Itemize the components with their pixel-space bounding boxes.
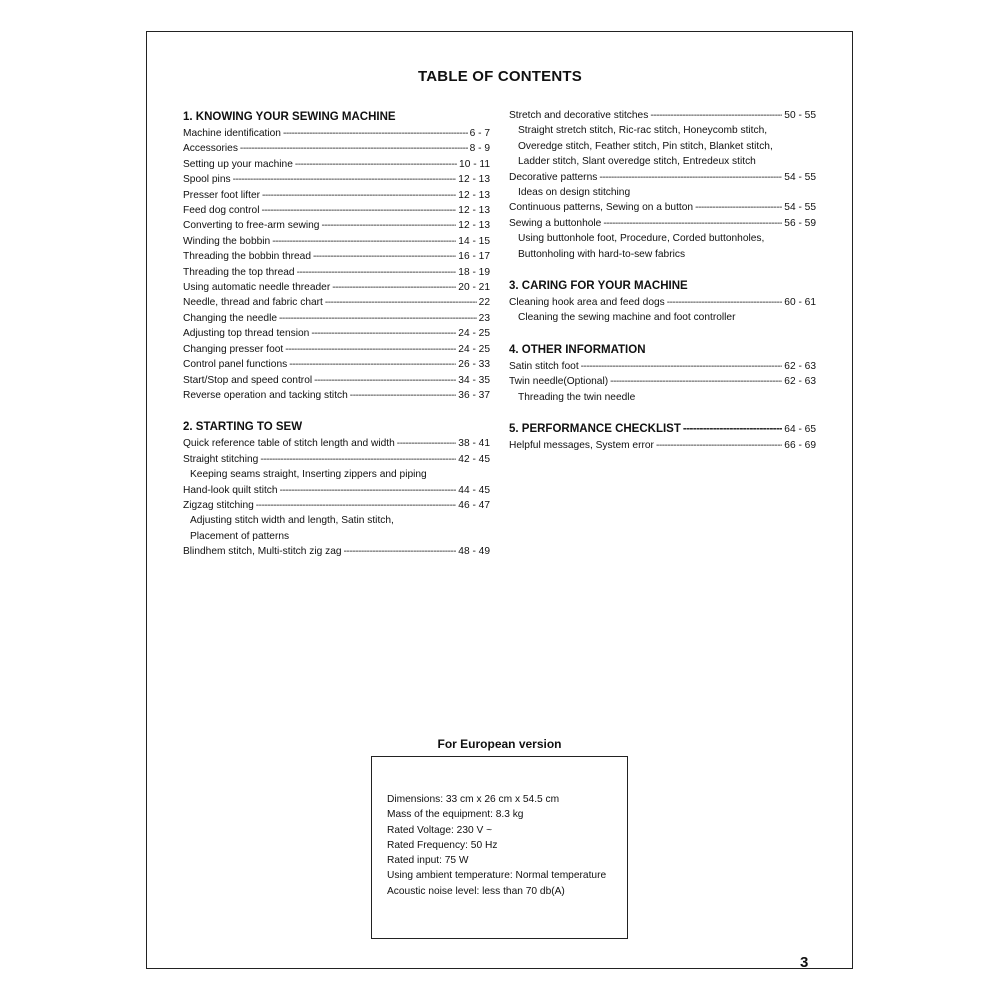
- leader-dots: [260, 452, 456, 467]
- toc-entry-label: Needle, thread and fabric chart: [183, 297, 323, 309]
- toc-entry: [183, 249, 490, 264]
- leader-dots: [283, 126, 468, 141]
- toc-entry: [183, 498, 490, 513]
- toc-subtopics: Using buttonhole foot, Procedure, Corded buttonholes,: [518, 233, 765, 245]
- section-entries: [509, 295, 816, 326]
- toc-entry-label: Twin needle(Optional): [509, 376, 609, 388]
- toc-entry-label: Start/Stop and speed control: [183, 374, 313, 386]
- page-range: 34 - 35: [458, 374, 490, 386]
- toc-subtopics: Cleaning the sewing machine and foot controller: [518, 312, 736, 324]
- section-heading: 2. STARTING TO SEW: [183, 421, 303, 434]
- toc-entry: [183, 203, 490, 218]
- toc-entry: [509, 295, 816, 310]
- page-range: 46 - 47: [458, 499, 490, 511]
- spec-line: Rated Frequency: 50 Hz: [387, 839, 498, 851]
- toc-entry-label: Machine identification: [183, 128, 281, 139]
- toc-entry: [509, 374, 816, 389]
- page-range: 38 - 41: [458, 438, 490, 450]
- toc-entry: [183, 280, 490, 295]
- page-number: 3: [800, 954, 809, 971]
- leader-dots: [313, 249, 456, 264]
- toc-entry: [183, 436, 490, 451]
- section-entries: [183, 126, 490, 403]
- leader-dots: [667, 295, 783, 310]
- page-range: 18 - 19: [458, 266, 490, 278]
- section-heading-row: [509, 421, 816, 438]
- toc-entry-label: Presser foot lifter: [183, 189, 260, 201]
- toc-entry: [183, 141, 490, 156]
- toc-entry-label: Hand-look quilt stitch: [183, 484, 278, 496]
- page-range: 16 - 17: [458, 251, 490, 263]
- section-heading: 3. CARING FOR YOUR MACHINE: [509, 280, 688, 293]
- toc-entry: [183, 234, 490, 249]
- section-entries: [509, 438, 816, 453]
- section-heading: 4. OTHER INFORMATION: [509, 343, 646, 356]
- page-range: 12 - 13: [458, 174, 490, 186]
- leader-dots: [650, 108, 782, 123]
- page-range: 6 - 7: [469, 128, 490, 139]
- page-range: 50 - 55: [784, 110, 816, 121]
- spec-line: Mass of the equipment: 8.3 kg: [387, 809, 524, 821]
- toc-entry: [509, 359, 816, 374]
- page-range: 14 - 15: [458, 235, 490, 247]
- toc-entry: [183, 265, 490, 280]
- leader-dots: [280, 483, 457, 498]
- leader-dots: [289, 357, 456, 372]
- leader-dots: [656, 438, 782, 453]
- toc-entry-label: Stretch and decorative stitches: [509, 110, 649, 121]
- leader-dots: [599, 170, 782, 185]
- page-range: 54 - 55: [784, 202, 816, 214]
- page-range: 23: [478, 312, 490, 324]
- toc-entry-label: Changing presser foot: [183, 343, 284, 355]
- toc-entry: [509, 216, 816, 231]
- toc-entry: [183, 342, 490, 357]
- toc-entry: [183, 388, 490, 403]
- toc-entry-label: Sewing a buttonhole: [509, 217, 602, 229]
- toc-entry: [183, 172, 490, 187]
- toc-subtopics: Straight stretch stitch, Ric-rac stitch, Honeycomb stitch,: [518, 125, 768, 137]
- section-heading: 1. KNOWING YOUR SEWING MACHINE: [183, 111, 396, 123]
- page-range: 64 - 65: [784, 424, 816, 436]
- leader-dots: [350, 388, 456, 403]
- toc-entry: [183, 218, 490, 233]
- toc-entry-label: Converting to free-arm sewing: [183, 220, 320, 232]
- toc-entry: [183, 311, 490, 326]
- leader-dots: [344, 544, 457, 559]
- page-range: 22: [478, 297, 490, 309]
- page-range: 62 - 63: [784, 376, 816, 388]
- toc-entry-label: Quick reference table of stitch length and width: [183, 438, 395, 450]
- page-range: 56 - 59: [784, 217, 816, 229]
- toc-entry-label: Using automatic needle threader: [183, 282, 331, 294]
- toc-entry: [183, 157, 490, 172]
- toc-subtopics: Keeping seams straight, Inserting zippers and piping: [190, 469, 427, 481]
- toc-entry: [183, 188, 490, 203]
- spec-line: Using ambient temperature: Normal temperature: [387, 870, 607, 882]
- toc-entry-label: Satin stitch foot: [509, 360, 579, 372]
- toc-right-column: [509, 108, 816, 454]
- leader-dots: [272, 234, 456, 249]
- page-range: 26 - 33: [458, 359, 490, 371]
- leader-dots: [233, 172, 457, 187]
- section-entries: [509, 108, 816, 262]
- toc-entry: [183, 483, 490, 498]
- page-range: 42 - 45: [458, 453, 490, 465]
- toc-left-column: [183, 108, 490, 560]
- toc-entry-label: Straight stitching: [183, 453, 259, 465]
- spec-line: Dimensions: 33 cm x 26 cm x 54.5 cm: [387, 794, 560, 805]
- european-version-title: For European version: [437, 737, 562, 751]
- toc-entry: [183, 452, 490, 467]
- toc-entry-label: Decorative patterns: [509, 171, 598, 183]
- page-range: 24 - 25: [458, 328, 490, 340]
- leader-dots: [279, 311, 477, 326]
- leader-dots: [321, 218, 456, 233]
- toc-entry: [509, 200, 816, 215]
- page-range: 12 - 13: [458, 220, 490, 232]
- page-range: 36 - 37: [458, 389, 490, 401]
- page-range: 10 - 11: [459, 158, 490, 170]
- toc-subtopics: Overedge stitch, Feather stitch, Pin stitch, Blanket stitch,: [518, 140, 773, 152]
- toc-entry-label: Helpful messages, System error: [509, 440, 654, 452]
- toc-entry-label: Zigzag stitching: [183, 499, 254, 511]
- page-range: 12 - 13: [458, 189, 490, 201]
- toc-entry-label: Adjusting top thread tension: [183, 328, 310, 340]
- toc-entry: [509, 108, 816, 123]
- toc-entry-label: Threading the top thread: [183, 266, 295, 278]
- toc-entry-label: Winding the bobbin: [183, 235, 271, 247]
- page-range: 20 - 21: [458, 282, 490, 294]
- toc-subtopics: Ladder stitch, Slant overedge stitch, Entredeux stitch: [518, 156, 756, 168]
- toc-entry-label: Cleaning hook area and feed dogs: [509, 297, 665, 309]
- spec-line: Rated input: 75 W: [387, 855, 469, 867]
- leader-dots: [610, 374, 782, 389]
- section-entries: [509, 359, 816, 405]
- toc-entry-label: Reverse operation and tacking stitch: [183, 389, 348, 401]
- page-range: 24 - 25: [458, 343, 490, 355]
- leader-dots: [332, 280, 456, 295]
- toc-entry-label: Continuous patterns, Sewing on a button: [509, 202, 694, 214]
- page-range: 54 - 55: [784, 171, 816, 183]
- leader-dots: [262, 188, 456, 203]
- toc-entry-label: Spool pins: [183, 174, 231, 186]
- leader-dots: [256, 498, 457, 513]
- toc-subtopics: Threading the twin needle: [518, 391, 636, 403]
- leader-dots: [603, 216, 782, 231]
- toc-subtopics: Adjusting stitch width and length, Satin stitch,: [190, 515, 394, 527]
- toc-subtopics: Placement of patterns: [190, 530, 290, 542]
- leader-dots: [297, 265, 457, 280]
- toc-entry-label: Control panel functions: [183, 359, 288, 371]
- toc-entry-label: Changing the needle: [183, 312, 278, 324]
- european-spec-lines: [387, 792, 606, 899]
- toc-subtopics: Ideas on design stitching: [518, 187, 631, 199]
- toc-subtopics: Buttonholing with hard-to-sew fabrics: [518, 248, 686, 260]
- leader-dots: [295, 157, 457, 172]
- page-range: 62 - 63: [784, 360, 816, 372]
- toc-entry-label: Feed dog control: [183, 205, 260, 217]
- section-entries: [183, 436, 490, 559]
- page-title: TABLE OF CONTENTS: [418, 68, 582, 85]
- leader-dots: [261, 203, 456, 218]
- toc-entry: [183, 544, 490, 559]
- toc-entry-label: Blindhem stitch, Multi-stitch zig zag: [183, 546, 342, 558]
- leader-dots: [311, 326, 456, 341]
- toc-entry: [509, 438, 816, 453]
- toc-entry: [183, 357, 490, 372]
- toc-entry: [183, 373, 490, 388]
- page-range: 12 - 13: [458, 205, 490, 217]
- spec-line: Acoustic noise level: less than 70 db(A): [387, 885, 565, 897]
- toc-entry: [183, 126, 490, 141]
- page-range: 44 - 45: [458, 484, 490, 496]
- page-range: 60 - 61: [784, 297, 816, 309]
- leader-dots: [285, 342, 456, 357]
- spec-line: Rated Voltage: 230 V ~: [387, 824, 493, 836]
- leader-dots: [314, 373, 456, 388]
- leader-dots: [695, 200, 782, 215]
- toc-entry-label: Setting up your machine: [183, 158, 293, 170]
- toc-entry: [509, 170, 816, 185]
- page-range: 48 - 49: [458, 546, 490, 558]
- toc-entry-label: Accessories: [183, 143, 238, 155]
- toc-entry-label: Threading the bobbin thread: [183, 251, 312, 263]
- page-range: 8 - 9: [469, 143, 490, 155]
- leader-dots: [325, 295, 477, 310]
- toc-entry: [183, 326, 490, 341]
- leader-dots: [581, 359, 783, 374]
- toc-entry: [183, 295, 490, 310]
- leader-dots: [397, 436, 456, 451]
- section-heading: 5. PERFORMANCE CHECKLIST: [509, 423, 681, 436]
- page-range: 66 - 69: [784, 440, 816, 452]
- leader-dots: [683, 421, 782, 438]
- leader-dots: [240, 141, 468, 156]
